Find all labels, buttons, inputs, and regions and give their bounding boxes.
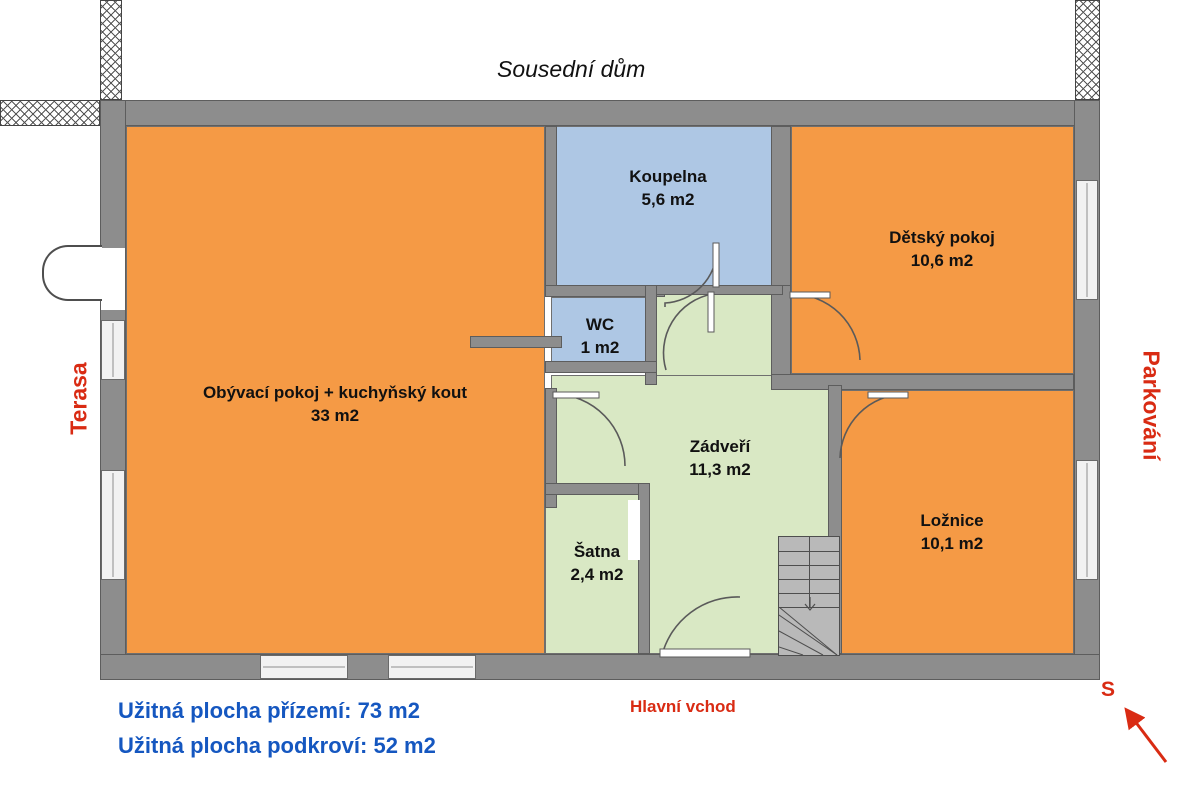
- label-room-living-kitchen-area: 33 m2: [310, 405, 360, 425]
- label-room-bedroom: [920, 510, 983, 556]
- compass-arrow-icon: [1118, 700, 1178, 770]
- label-room-bathroom: [629, 166, 706, 212]
- wall-interior-wc-south: [545, 361, 657, 373]
- door-swing-bedroom: [838, 392, 918, 472]
- label-room-bedroom-area: 10,1 m2: [920, 533, 984, 553]
- door-swing-child-room: [790, 292, 870, 372]
- parking-label: Parkování: [1138, 350, 1165, 461]
- label-room-child-name: Dětský pokoj: [889, 228, 995, 247]
- wall-exterior-west: [100, 100, 126, 680]
- label-room-hall-area: 11,3 m2: [689, 459, 751, 479]
- wall-exterior-north: [100, 100, 1100, 126]
- label-room-wardrobe-name: Šatna: [573, 542, 621, 561]
- staircase: [778, 536, 840, 656]
- terrace-label: Terasa: [65, 362, 92, 435]
- label-room-child: [889, 227, 995, 273]
- label-room-child-area: 10,6 m2: [910, 250, 974, 270]
- hatched-wall-stub-top-right: [1075, 0, 1100, 100]
- window-east-1: [1076, 180, 1098, 300]
- wall-interior-wardrobe-north: [545, 483, 650, 495]
- label-room-hall: [689, 436, 750, 482]
- label-room-living-kitchen: [203, 382, 467, 428]
- summary-attic: Užitná plocha podkroví: 52 m2: [118, 733, 436, 758]
- neighbour-house-label: Sousední dům: [497, 56, 646, 82]
- wall-interior-bath-east: [771, 126, 791, 297]
- label-room-wardrobe: [571, 541, 624, 587]
- summary-ground-floor: Užitná plocha přízemí: 73 m2: [118, 698, 420, 723]
- label-room-bedroom-name: Ložnice: [920, 511, 984, 530]
- wall-interior-living-stub: [470, 336, 562, 348]
- hatched-wall-stub-left: [0, 100, 100, 126]
- door-swing-wc: [664, 292, 734, 377]
- wall-interior-bedroom-north: [771, 374, 1074, 390]
- wall-interior-child-west: [771, 285, 791, 385]
- label-room-wc: [581, 314, 620, 360]
- label-room-wc-name: WC: [585, 315, 615, 334]
- window-south-2: [388, 655, 476, 679]
- door-terrace-opening: [101, 248, 125, 310]
- window-south-1: [260, 655, 348, 679]
- main-entrance-label: Hlavní vchod: [630, 697, 736, 716]
- door-swing-living-room: [553, 392, 633, 482]
- hatched-wall-stub-top-left: [100, 0, 122, 100]
- window-west-2: [101, 470, 125, 580]
- wall-interior-bath-west: [545, 126, 557, 297]
- wall-exterior-south: [100, 654, 1100, 680]
- label-room-bathroom-area: 5,6 m2: [641, 189, 695, 209]
- label-room-wardrobe-area: 2,4 m2: [570, 564, 624, 584]
- door-wardrobe-opening: [628, 500, 640, 560]
- window-east-2: [1076, 460, 1098, 580]
- label-room-bathroom-name: Koupelna: [629, 167, 707, 186]
- terrace-canopy: [42, 245, 102, 301]
- compass-label-south: S: [1101, 678, 1116, 701]
- label-room-living-kitchen-name: Obývací pokoj + kuchyňský kout: [202, 383, 468, 402]
- label-room-wc-area: 1 m2: [580, 337, 620, 357]
- door-swing-main-entrance: [660, 595, 760, 659]
- window-west-1: [101, 320, 125, 380]
- label-room-hall-name: Zádveří: [689, 437, 751, 456]
